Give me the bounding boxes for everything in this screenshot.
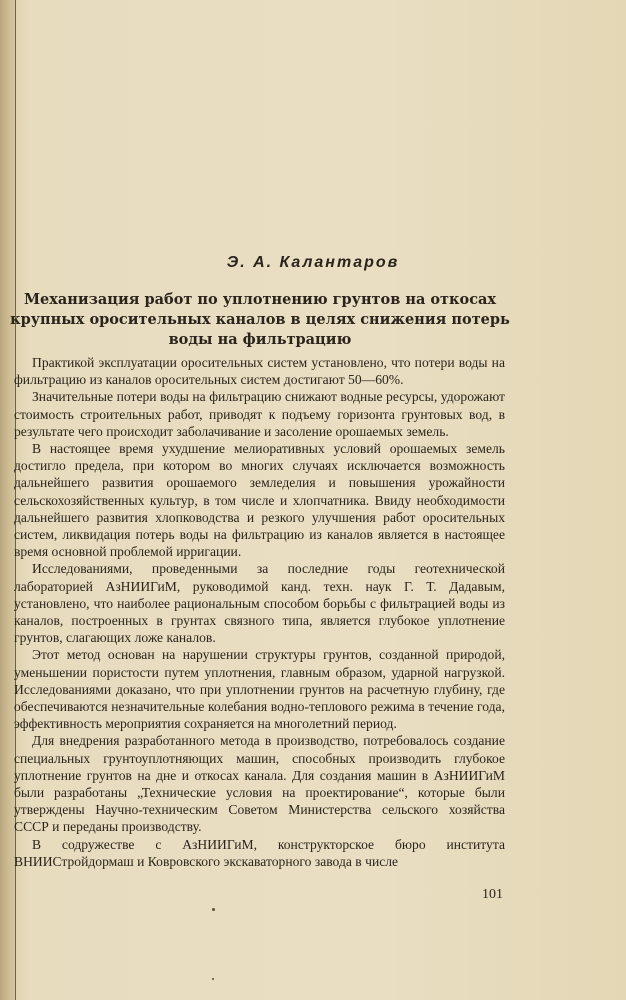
paper-speck	[212, 908, 215, 911]
article-body	[14, 354, 505, 870]
page-number: 101	[482, 887, 503, 902]
paragraph: В настоящее время ухудшение мелиоративных условий орошаемых земель достигло предела, при котором во многих случаях исключается возможность дальнейшего развития орошаемого земледелия и повышения урожайности сельскохозяйственных культур, в том числе и хлопчатника. Ввиду необходимости дальнейшего развития хлопководства и резкого улучшения работ оросительных систем, ликвидация потерь воды на фильтрацию из каналов является в настоящее время основной проблемой ирригации.	[14, 441, 505, 560]
paragraph: Для внедрения разработанного метода в производство, потребовалось создание специальных грунтоуплотняющих машин, способных производить глубокое уплотнение грунтов на дне и откосах канала. Для создания машин в АзНИИГиМ были разработаны „Технические условия на проектирование“, которые были утверждены Научно-техническим Советом Министерства сельского хозяйства СССР и переданы производству.	[14, 733, 505, 835]
paragraph: Исследованиями, проведенными за последние годы геотехнической лабораторией АзНИИГиМ, руководимой канд. техн. наук Г. Т. Дадавым, установлено, что наиболее рациональным способом борьбы с фильтрацией воды из каналов, построенных в грунтах связного типа, является глубокое уплотнение грунтов, слагающих ложе каналов.	[14, 561, 505, 646]
article-title: Механизация работ по уплотнению грунтов на откосах крупных оросительных каналов в целях снижения потерь воды на фильтрацию	[10, 291, 510, 348]
paragraph: Этот метод основан на нарушении структуры грунтов, созданной природой, уменьшении пористости путем уплотнения, главным образом, ударной нагрузкой. Исследованиями доказано, что при уплотнении грунтов на расчетную глубину, где обеспечиваются незначительные колебания водно-теплового режима в течение года, эффективность мероприятия сохраняется на многолетний период.	[14, 647, 505, 732]
author-name: Э. А. Калантаров	[226, 254, 400, 271]
paper-speck	[212, 978, 214, 980]
paragraph: Практикой эксплуатации оросительных систем установлено, что потери воды на фильтрацию из каналов оросительных систем достигают 50—60%.	[14, 355, 505, 388]
paragraph: В содружестве с АзНИИГиМ, конструкторское бюро института ВНИИСтройдормаш и Ковровского экскаваторного завода в числе	[14, 836, 505, 869]
paragraph: Значительные потери воды на фильтрацию снижают водные ресурсы, удорожают стоимость строительных работ, приводят к подъему горизонта грунтовых вод, в результате чего происходит заболачивание и засоление орошаемых земель.	[14, 389, 505, 439]
